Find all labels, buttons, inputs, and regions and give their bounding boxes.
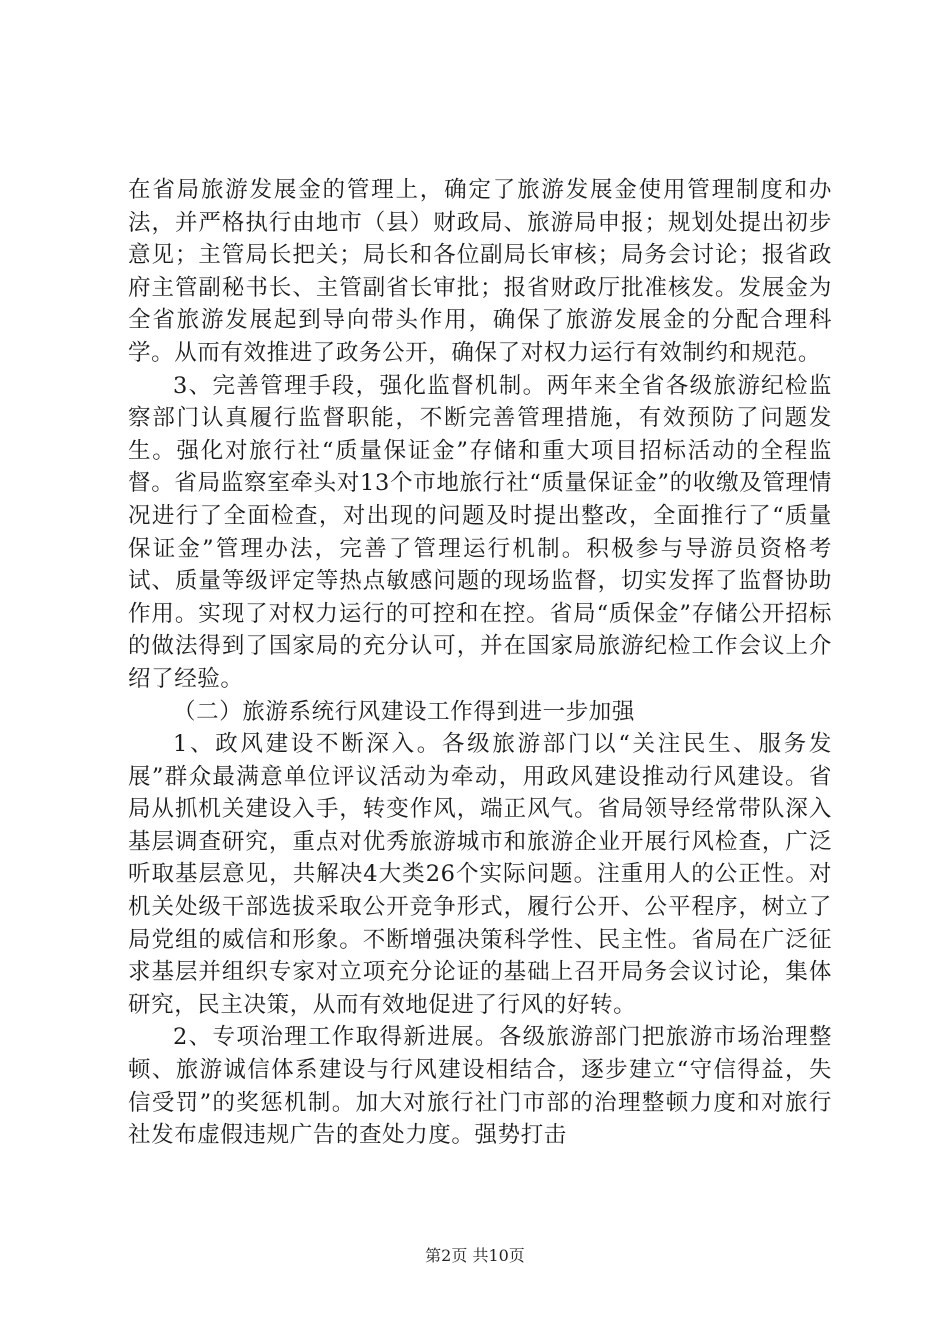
- document-body: [128, 174, 832, 1152]
- paragraph-2: 3、完善管理手段，强化监督机制。两年来全省各级旅游纪检监察部门认真履行监督职能，不断完善管理措施，有效预防了问题发生。强化对旅行社“质量保证金”存储和重大项目招标活动的全程监督。省局监察室牵头对13个市地旅行社“质量保证金”的收缴及管理情况进行了全面检查，对出现的问题及时提出整改，全面推行了“质量保证金”管理办法，完善了管理运行机制。积极参与导游员资格考试、质量等级评定等热点敏感问题的现场监督，切实发挥了监督协助作用。实现了对权力运行的可控和在控。省局“质保金”存储公开招标的做法得到了国家局的充分认可，并在国家局旅游纪检工作会议上介绍了经验。: [128, 372, 832, 692]
- paragraph-4: 2、专项治理工作取得新进展。各级旅游部门把旅游市场治理整顿、旅游诚信体系建设与行风建设相结合，逐步建立“守信得益，失信受罚”的奖惩机制。加大对旅行社门市部的治理整顿力度和对旅行社发布虚假违规广告的查处力度。强势打击: [128, 1024, 832, 1149]
- section-heading: （二）旅游系统行风建设工作得到进一步加强: [173, 698, 636, 725]
- paragraph-1: 在省局旅游发展金的管理上，确定了旅游发展金使用管理制度和办法，并严格执行由地市（县）财政局、旅游局申报；规划处提出初步意见；主管局长把关；局长和各位副局长审核；局务会讨论；报省政府主管副秘书长、主管副省长审批；报省财政厅批准核发。发展金为全省旅游发展起到导向带头作用，确保了旅游发展金的分配合理科学。从而有效推进了政务公开，确保了对权力运行有效制约和规范。: [128, 177, 832, 366]
- page-footer: 第2页 共10页: [425, 1246, 525, 1265]
- paragraph-3: 1、政风建设不断深入。各级旅游部门以“关注民生、服务发展”群众最满意单位评议活动为牵动，用政风建设推动行风建设。省局从抓机关建设入手，转变作风，端正风气。省局领导经常带队深入基层调查研究，重点对优秀旅游城市和旅游企业开展行风检查，广泛听取基层意见，共解决4大类26个实际问题。注重用人的公正性。对机关处级干部选拔采取公开竞争形式，履行公开、公平程序，树立了局党组的威信和形象。不断增强决策科学性、民主性。省局在广泛征求基层并组织专家对立项充分论证的基础上召开局务会议讨论，集体研究，民主决策，从而有效地促进了行风的好转。: [128, 731, 832, 1018]
